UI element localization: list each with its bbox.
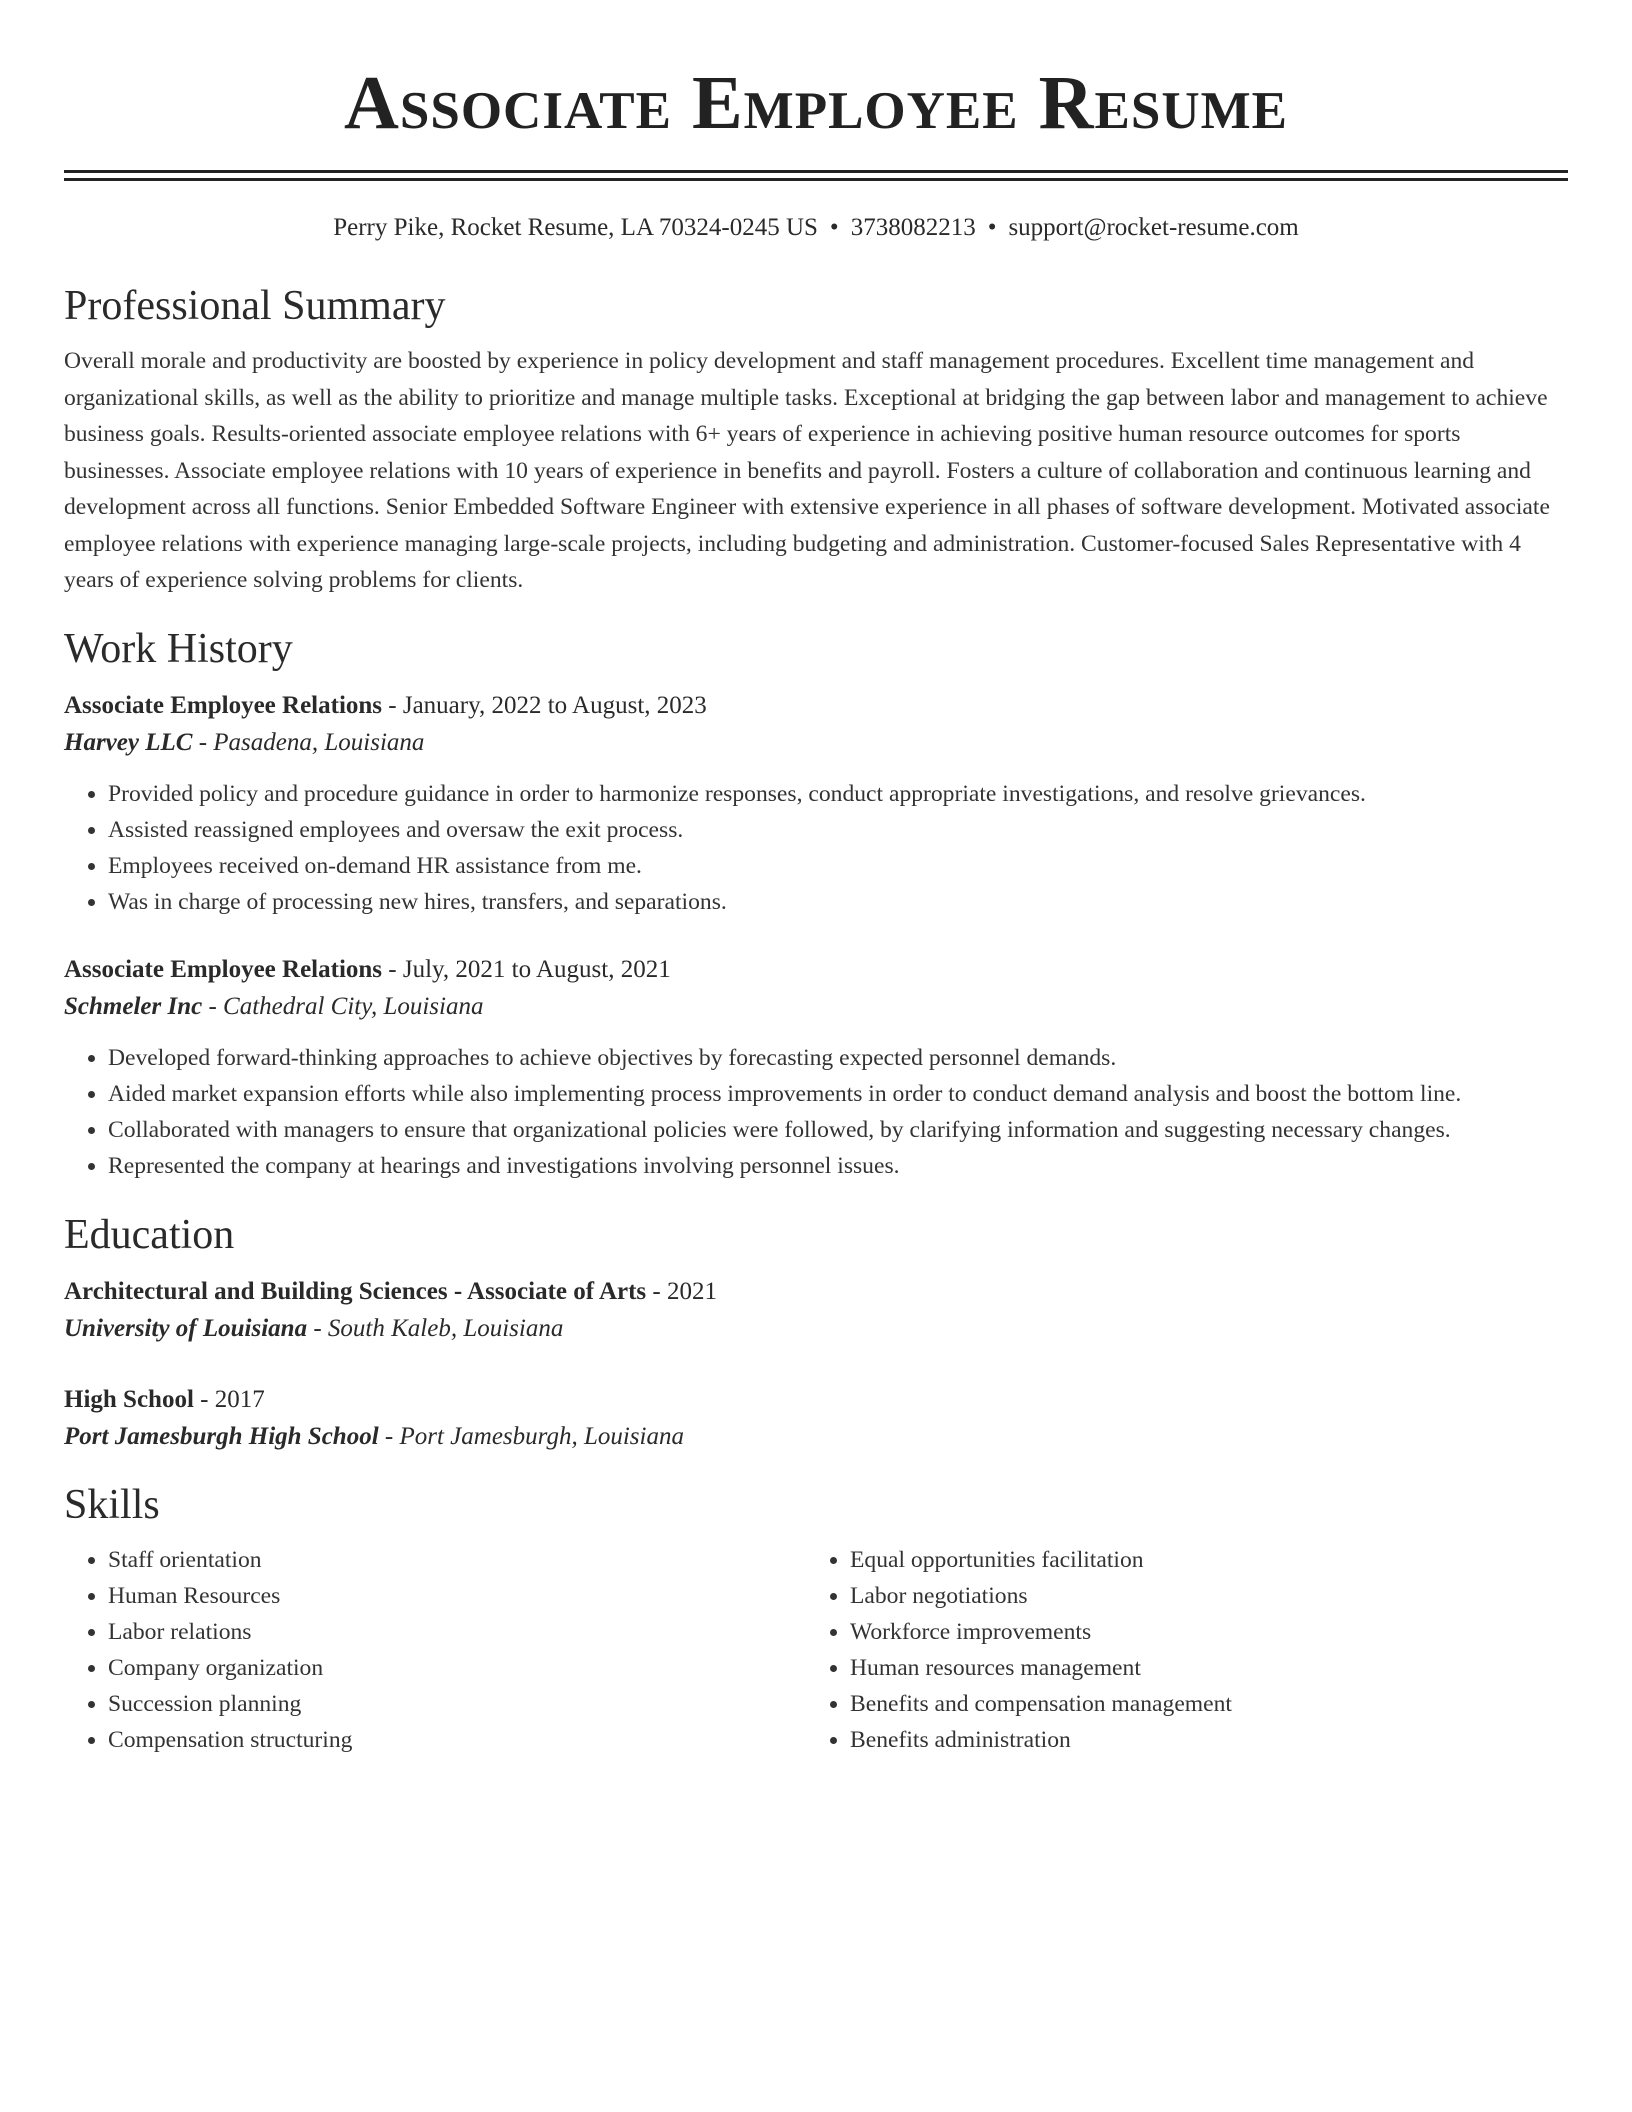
education-degree-line bbox=[64, 1274, 1568, 1310]
contact-email: support@rocket-resume.com bbox=[1008, 214, 1299, 241]
education-entry bbox=[64, 1274, 1568, 1348]
skills-heading: Skills bbox=[64, 1481, 160, 1528]
skill-item: • Benefits and compensation management bbox=[850, 1686, 1548, 1722]
education-school: University of Louisiana bbox=[64, 1314, 308, 1342]
education-degree: High School bbox=[64, 1385, 194, 1413]
job-title-line bbox=[64, 952, 1568, 988]
job-bullet: • Provided policy and procedure guidance in order to harmonize responses, conduct appropriate investigations, and resolve grievances. bbox=[108, 776, 1568, 812]
education-school-line bbox=[64, 1310, 1568, 1348]
education-location: - South Kaleb, Louisiana bbox=[307, 1314, 564, 1342]
job-bullet: • Collaborated with managers to ensure that organizational policies were followed, by clarifying information and suggesting necessary changes. bbox=[108, 1112, 1568, 1148]
work-history-heading: Work History bbox=[64, 625, 293, 672]
resume-title: Associate Employee Resume bbox=[343, 61, 1288, 145]
title-rule-top bbox=[64, 170, 1568, 173]
job-dates: - July, 2021 to August, 2021 bbox=[382, 955, 671, 983]
resume-page bbox=[64, 0, 1568, 1758]
job-title: Associate Employee Relations bbox=[64, 691, 383, 719]
skills-bullets bbox=[806, 1542, 1548, 1758]
education-entry bbox=[64, 1382, 1568, 1456]
skill-item: • Workforce improvements bbox=[850, 1614, 1548, 1650]
job-bullets bbox=[64, 1040, 1568, 1184]
education-degree-line bbox=[64, 1382, 1568, 1418]
job-bullet: • Assisted reassigned employees and oversaw the exit process. bbox=[108, 812, 1568, 848]
education-year: - 2017 bbox=[193, 1385, 265, 1413]
education-year: - 2021 bbox=[646, 1277, 717, 1305]
skill-item: • Equal opportunities facilitation bbox=[850, 1542, 1548, 1578]
skill-item: • Staff orientation bbox=[108, 1542, 806, 1578]
job-dates: - January, 2022 to August, 2023 bbox=[382, 691, 707, 719]
skill-item: • Benefits administration bbox=[850, 1722, 1548, 1758]
title-rule-bottom bbox=[64, 178, 1568, 181]
skills-bullets bbox=[64, 1542, 806, 1758]
job-bullets bbox=[64, 776, 1568, 920]
job-company: Harvey LLC bbox=[64, 728, 193, 756]
education-degree: Architectural and Building Sciences - Associate of Arts bbox=[64, 1277, 647, 1305]
job-company-line bbox=[64, 988, 1568, 1026]
skill-item: • Human resources management bbox=[850, 1650, 1548, 1686]
job-company: Schmeler Inc bbox=[64, 992, 203, 1020]
job-company-line bbox=[64, 724, 1568, 762]
skills-column-left bbox=[64, 1542, 806, 1758]
summary-text: Overall morale and productivity are boosted by experience in policy development and staff management procedures. Excellent time management and organizational skills, as well as the ability to prioritize and manage multiple tasks. Exceptional at bridging the gap between labor and management to achieve business goals. Results-oriented associate employee relations with 6+ years of experience in achieving positive human resource outcomes for sports businesses. Associate employee relations with 10 years of experience in benefits and payroll. Fosters a culture of collaboration and continuous learning and development across all functions. Senior Embedded Software Engineer with extensive experience in all phases of software development. Motivated associate employee relations with experience managing large-scale projects, including budgeting and administration. Customer-focused Sales Representative with 4 years of experience solving problems for clients. bbox=[64, 348, 1550, 593]
skills-column-right bbox=[806, 1542, 1548, 1758]
contact-separator: • bbox=[987, 214, 997, 241]
job-entry bbox=[64, 688, 1568, 920]
job-location: - Cathedral City, Louisiana bbox=[202, 992, 484, 1020]
contact-address: Perry Pike, Rocket Resume, LA 70324-0245 US bbox=[333, 214, 818, 241]
job-bullet: • Employees received on-demand HR assistance from me. bbox=[108, 848, 1568, 884]
skill-item: • Labor relations bbox=[108, 1614, 806, 1650]
job-bullet: • Aided market expansion efforts while also implementing process improvements in order to conduct demand analysis and boost the bottom line. bbox=[108, 1076, 1568, 1112]
skill-item: • Company organization bbox=[108, 1650, 806, 1686]
education-location: - Port Jamesburgh, Louisiana bbox=[378, 1422, 684, 1450]
education-school: Port Jamesburgh High School bbox=[64, 1422, 379, 1450]
job-entry bbox=[64, 952, 1568, 1184]
education-school-line bbox=[64, 1418, 1568, 1456]
skill-item: • Human Resources bbox=[108, 1578, 806, 1614]
skill-item: • Labor negotiations bbox=[850, 1578, 1548, 1614]
job-location: - Pasadena, Louisiana bbox=[192, 728, 425, 756]
contact-phone: 3738082213 bbox=[850, 214, 976, 241]
skill-item: • Succession planning bbox=[108, 1686, 806, 1722]
contact-separator: • bbox=[829, 214, 839, 241]
summary-heading: Professional Summary bbox=[64, 283, 446, 329]
skill-item: • Compensation structuring bbox=[108, 1722, 806, 1758]
skills-list bbox=[64, 1542, 1568, 1758]
job-title: Associate Employee Relations bbox=[64, 955, 383, 983]
job-bullet: • Represented the company at hearings and investigations involving personnel issues. bbox=[108, 1148, 1568, 1184]
education-heading: Education bbox=[64, 1211, 235, 1258]
job-bullet: • Was in charge of processing new hires, transfers, and separations. bbox=[108, 884, 1568, 920]
contact-line bbox=[64, 211, 1568, 245]
job-bullet: • Developed forward-thinking approaches to achieve objectives by forecasting expected personnel demands. bbox=[108, 1040, 1568, 1076]
job-title-line bbox=[64, 688, 1568, 724]
